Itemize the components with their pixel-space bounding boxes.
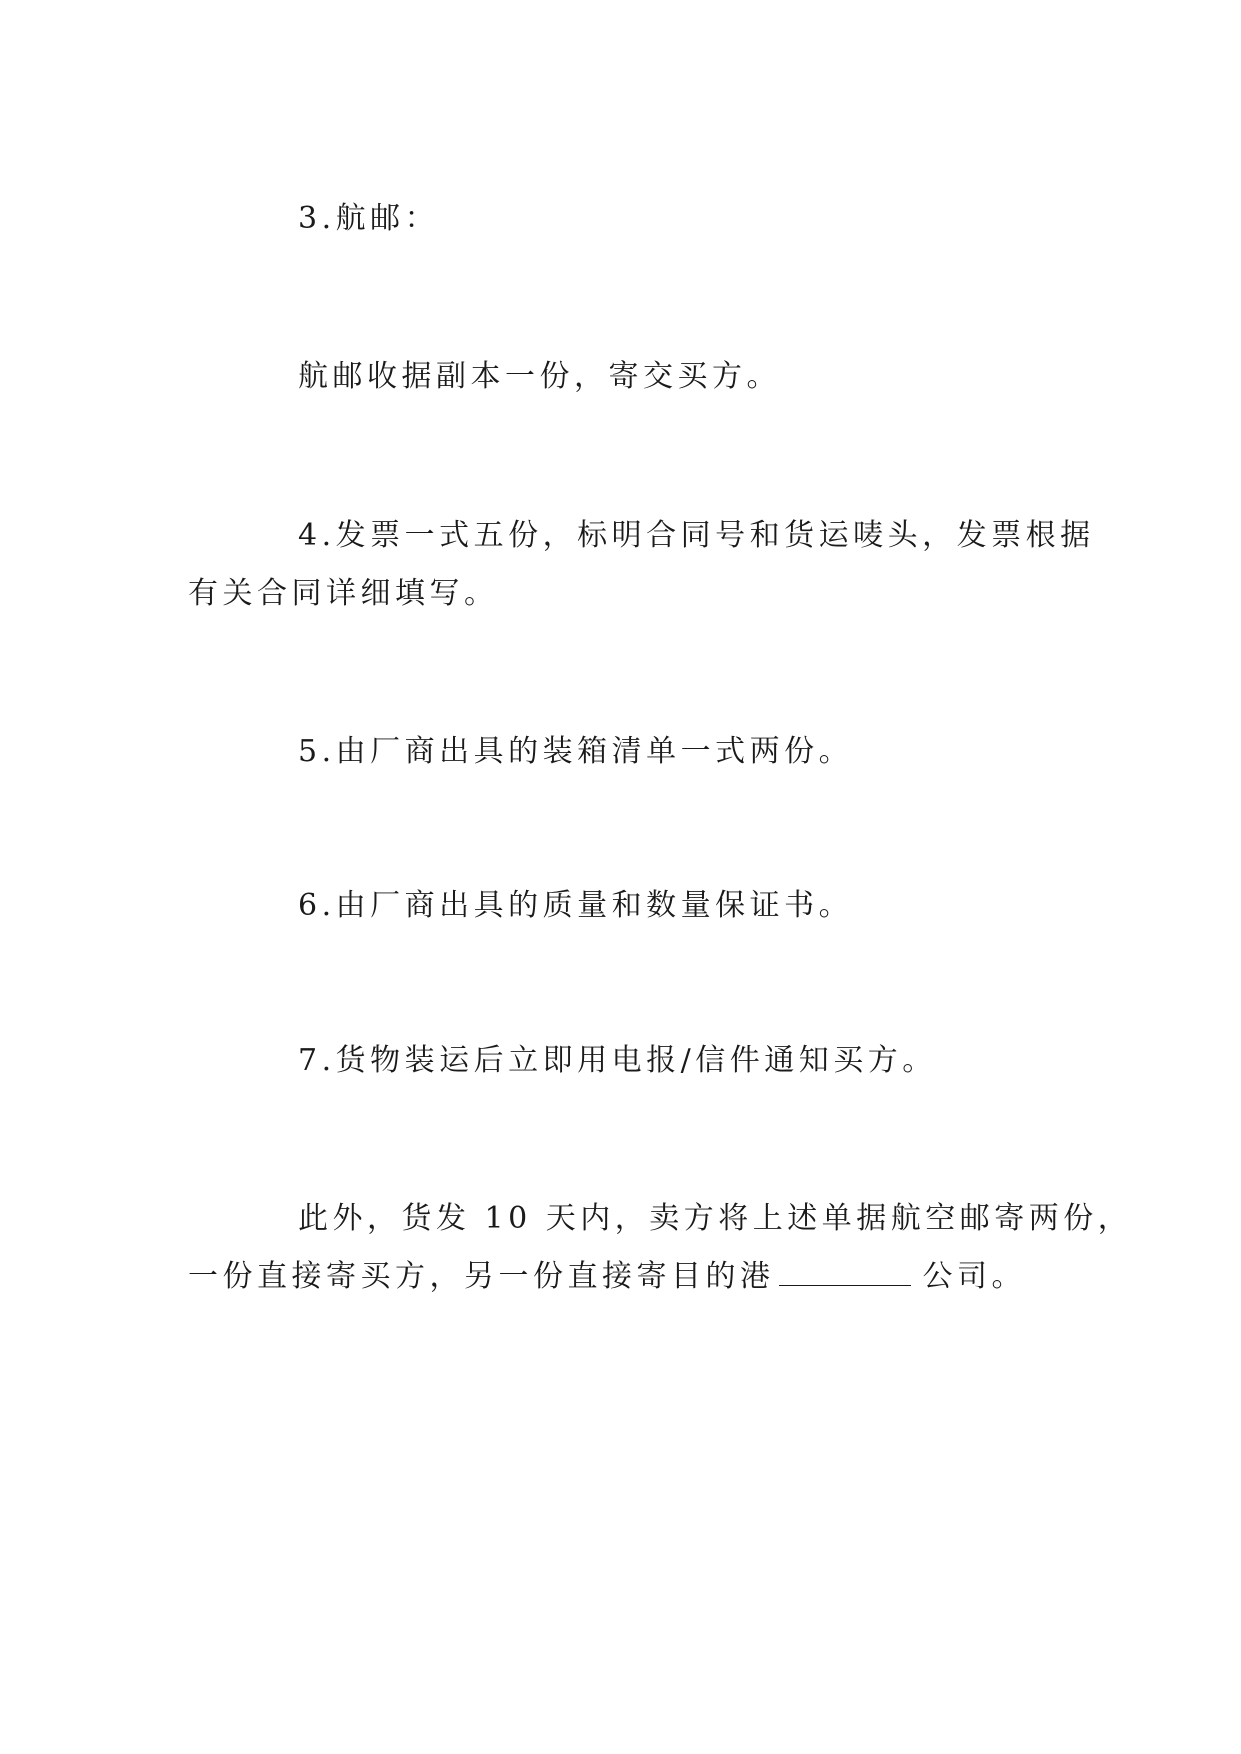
paragraph-document-mailing — [188, 1190, 1133, 1306]
text-line: 航邮收据副本一份，寄交买方。 — [298, 359, 781, 394]
text-segment: 一份直接寄买方，另一份直接寄目的港 — [188, 1259, 775, 1294]
text-segment: 公司。 — [922, 1259, 1026, 1294]
paragraph-packing-list — [188, 723, 1060, 781]
text-line: 7.货物装运后立即用电报/信件通知买方。 — [298, 1043, 937, 1078]
paragraph-invoice — [188, 507, 1095, 623]
paragraph-air-mail-receipt — [188, 348, 1060, 406]
text-line: 此外，货发 10 天内，卖方将上述单据航空邮寄两份， — [298, 1201, 1133, 1236]
paragraph-air-mail-heading — [188, 190, 1060, 248]
text-line: 6.由厂商出具的质量和数量保证书。 — [298, 888, 854, 923]
text-line: 有关合同详细填写。 — [188, 576, 499, 611]
text-line: 5.由厂商出具的装箱清单一式两份。 — [298, 734, 854, 769]
text-line: 4.发票一式五份，标明合同号和货运唛头，发票根据 — [298, 518, 1095, 553]
paragraph-quality-certificate — [188, 877, 1060, 935]
text-line — [188, 1248, 1060, 1306]
paragraph-shipping-notice — [188, 1032, 1060, 1090]
text-line: 3.航邮： — [298, 201, 440, 236]
fill-in-blank — [779, 1249, 911, 1286]
